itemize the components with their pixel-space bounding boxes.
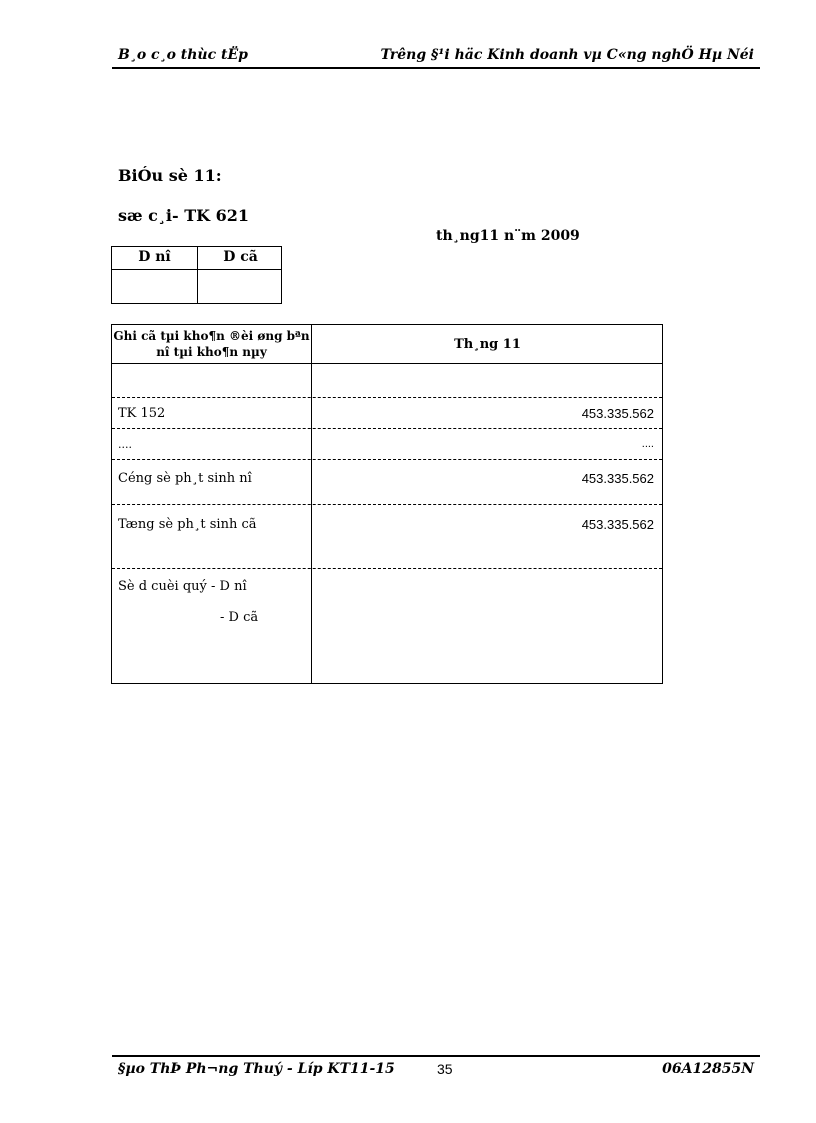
footer-author: §µo ThÞ Ph¬ng Thuý - Líp KT11-15: [118, 1061, 395, 1077]
ledger-table: [111, 324, 663, 684]
row-divider: [112, 397, 662, 398]
row-divider: [112, 428, 662, 429]
ledger-header-account: Ghi cã tµi kho¶n ®èi øng bªn nî tµi kho¶n nµy: [113, 329, 310, 359]
row-value-ellipsis: ....: [641, 438, 654, 450]
header-left-text: B¸o c¸o thùc tËp: [118, 47, 248, 63]
page-number: 35: [437, 1061, 453, 1077]
balance-table: [111, 246, 282, 304]
row-divider: [112, 504, 662, 505]
ledger-header-rule: [112, 363, 662, 364]
row-value-tk152: 453.335.562: [581, 406, 654, 421]
row-label-total-debit: Céng sè ph¸t sinh nî: [118, 471, 252, 486]
date-text: th¸ng11 n¨m 2009: [436, 228, 580, 244]
row-value-total-debit: 453.335.562: [581, 471, 654, 486]
balance-credit-header: D cã: [223, 249, 258, 265]
row-label-ellipsis: ....: [118, 438, 132, 451]
header-right-text: Trêng §¹i häc Kinh doanh vµ C«ng nghÖ Hµ Néi: [380, 47, 754, 63]
balance-debit-header: D nî: [138, 249, 171, 265]
row-value-total-credit: 453.335.562: [581, 517, 654, 532]
header-rule: [112, 67, 760, 69]
row-label-tk152: TK 152: [118, 406, 166, 421]
row-divider: [112, 568, 662, 569]
ledger-header-month: Th¸ng 11: [454, 337, 521, 352]
row-divider: [112, 459, 662, 460]
footer-rule: [112, 1055, 760, 1057]
row-label-total-credit: Tæng sè ph¸t sinh cã: [118, 517, 257, 532]
document-title: BiÓu sè 11:: [118, 166, 222, 185]
row-label-ending-debit: Sè d cuèi quý - D nî: [118, 579, 247, 594]
row-label-ending-credit: - D cã: [220, 610, 259, 625]
ledger-subtitle: sæ c¸i- TK 621: [118, 206, 249, 225]
footer-student-id: 06A12855N: [662, 1061, 754, 1077]
